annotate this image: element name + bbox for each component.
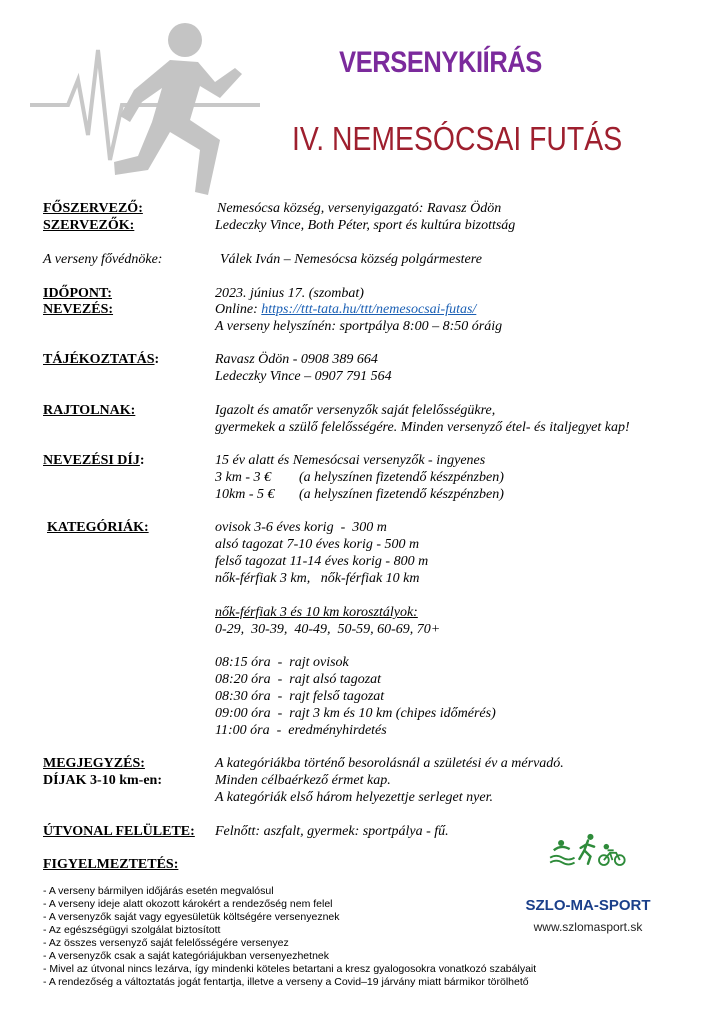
nevezesi-dij-colon: : [139, 453, 145, 468]
megjegyzes-label: MEGJEGYZÉS: [43, 756, 145, 771]
fovednok-value: Válek Iván – Nemesócsa község polgármestere [220, 252, 482, 267]
rajtolnak-value-1: Igazolt és amatőr versenyzők saját felelősségükre, [215, 403, 496, 418]
event-title: IV. NEMESÓCSAI FUTÁS [292, 120, 623, 157]
figyelmeztetes-label: FIGYELMEZTETÉS: [43, 857, 179, 872]
megjegyzes-value: A kategóriákba történő besorolásnál a születési év a mérvadó. [215, 756, 564, 771]
list-item: - A verseny bármilyen időjárás esetén megvalósul [43, 885, 274, 897]
nevezes-online [215, 301, 476, 318]
kategoriak-label: KATEGÓRIÁK: [47, 520, 149, 535]
rajtolnak-value-2: gyermekek a szülő felelősségére. Minden versenyző étel- és italjegyet kap! [215, 420, 630, 435]
category-line: nők-férfiak 3 km, nők-férfiak 10 km [215, 571, 420, 586]
page-title: VERSENYKIÍRÁS [339, 46, 542, 79]
dijak-label: DÍJAK 3-10 km-en: [43, 773, 162, 788]
utvonal-label: ÚTVONAL FELÜLETE: [43, 824, 195, 839]
list-item: - A verseny ideje alatt okozott károkért a rendezőség nem felel [43, 898, 333, 910]
schedule-line: 08:20 óra - rajt alsó tagozat [215, 672, 382, 687]
nevezes-label: NEVEZÉS: [43, 302, 114, 317]
utvonal-value: Felnőtt: aszfalt, gyermek: sportpálya - fű. [215, 824, 449, 839]
tajekoztatas-contact-2: Ledeczky Vince – 0907 791 564 [215, 369, 392, 384]
nevezes-online-prefix: Online: [215, 302, 262, 317]
list-item: - Az összes versenyző saját felelősségére versenyez [43, 937, 289, 949]
category-line: alsó tagozat 7-10 éves korig - 500 m [215, 537, 420, 552]
nevezes-onsite: A verseny helyszínén: sportpálya 8:00 – 8:50 óráig [215, 319, 503, 334]
foszervezo-label: FŐSZERVEZŐ: [43, 201, 143, 216]
warnings-list [43, 885, 536, 989]
schedule-line: 09:00 óra - rajt 3 km és 10 km (chipes időmérés) [215, 706, 496, 721]
nevezesi-dij-3km: 3 km - 3 € (a helyszínen fizetendő készpénzben) [215, 470, 504, 485]
schedule-line: 08:30 óra - rajt felső tagozat [215, 689, 385, 704]
list-item: - A versenyzők saját vagy egyesületük költségére versenyeznek [43, 911, 340, 923]
logo-url: www.szlomasport.sk [533, 920, 643, 934]
schedule-line: 08:15 óra - rajt ovisok [215, 655, 349, 670]
category-line: ovisok 3-6 éves korig - 300 m [215, 520, 387, 535]
logo-name: SZLO-MA-SPORT [525, 897, 651, 914]
nevezesi-dij-label [43, 452, 145, 469]
dijak-value-2: A kategóriák első három helyezettje serleget nyer. [215, 790, 493, 805]
nevezesi-dij-label-text: NEVEZÉSI DÍJ [43, 453, 140, 468]
registration-link[interactable]: https://ttt-tata.hu/ttt/nemesocsai-futas/ [261, 302, 477, 317]
dijak-value-1: Minden célbaérkező érmet kap. [215, 773, 391, 788]
schedule-line: 11:00 óra - eredményhirdetés [215, 723, 387, 738]
list-item: - A rendezőség a változtatás jogát fentartja, illetve a verseny a Covid–19 járvány miatt bármikor törölhető [43, 976, 529, 988]
tajekoztatas-label [43, 351, 159, 368]
fovednok-label: A verseny fővédnöke: [43, 252, 163, 267]
category-line: felső tagozat 11-14 éves korig - 800 m [215, 554, 429, 569]
list-item: - Az egészségügyi szolgálat biztosított [43, 924, 221, 936]
age-groups-heading: nők-férfiak 3 és 10 km korosztályok: [215, 605, 418, 620]
list-item: - A versenyzők csak a saját kategóriájukban versenyezhetnek [43, 950, 329, 962]
idopont-label: IDŐPONT: [43, 286, 112, 301]
triathlon-logo-icon [522, 832, 654, 898]
szervezok-value: Ledeczky Vince, Both Péter, sport és kultúra bizottság [215, 218, 516, 233]
foszervezo-value: Nemesócsa község, versenyigazgató: Ravasz Ödön [217, 201, 502, 216]
runner-heartbeat-logo [30, 10, 260, 210]
tajekoztatas-label-text: TÁJÉKOZTATÁS [43, 352, 155, 367]
tajekoztatas-contact-1: Ravasz Ödön - 0908 389 664 [215, 352, 378, 367]
rajtolnak-label: RAJTOLNAK: [43, 403, 136, 418]
tajekoztatas-colon: : [154, 352, 160, 367]
nevezesi-dij-free: 15 év alatt és Nemesócsai versenyzők - ingyenes [215, 453, 486, 468]
szervezok-label: SZERVEZŐK: [43, 218, 135, 233]
age-groups: 0-29, 30-39, 40-49, 50-59, 60-69, 70+ [215, 622, 441, 637]
idopont-value: 2023. június 17. (szombat) [215, 286, 364, 301]
list-item: - Mivel az útvonal nincs lezárva, így mindenki köteles betartani a kresz gyalogosokra vonatkozó szabályait [43, 963, 537, 975]
nevezesi-dij-10km: 10km - 5 € (a helyszínen fizetendő készpénzben) [215, 487, 504, 502]
